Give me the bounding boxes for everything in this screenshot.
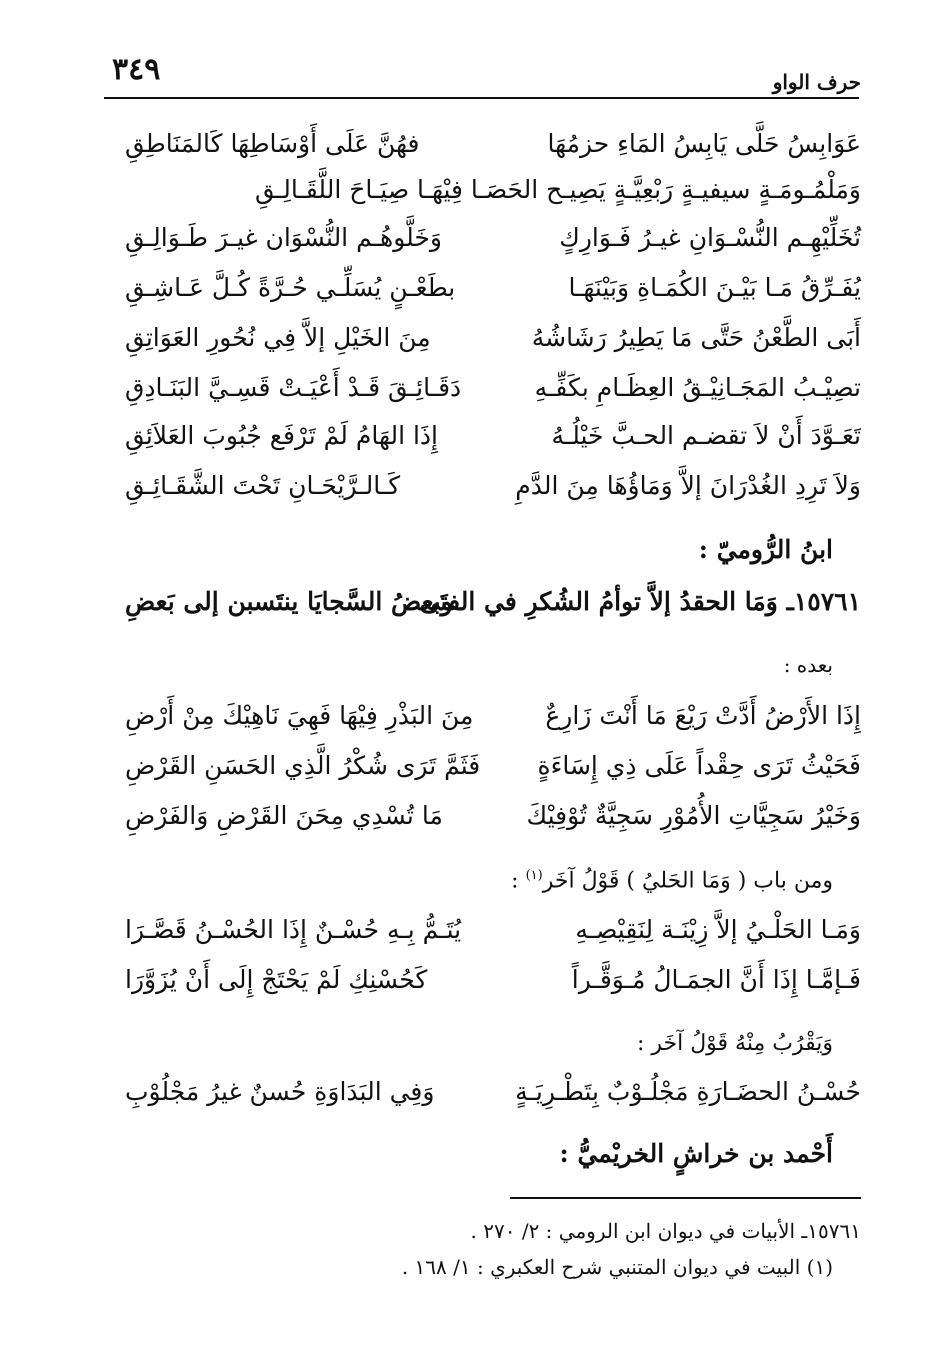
verse-second-hemistich: مَا تُسْدِي مِحَنَ القَرْضِ وَالفَرْضِ xyxy=(125,801,443,830)
verse-first-hemistich: فَـإمَّـا إِذَا أَنَّ الجمَـالُ مُـوَقَّـراً xyxy=(571,965,861,994)
verse-first-hemistich: يُفَـرِّقُ مَـا بَيْـنَ الكُمَـاةِ وَبَيْنَهَـا xyxy=(568,273,861,302)
footnote: (١) البيت في ديوان المتنبي شرح العكبري : ١/ ١٦٨ . xyxy=(401,1255,833,1279)
verse-second-hemistich: كَحُسْنِكِ لَمْ يَحْتَجْ إِلَى أَنْ يُزَوَّرَا xyxy=(125,965,428,994)
verse-line xyxy=(125,744,861,788)
verse-second-hemistich: فَثَمَّ تَرَى شُكْرُ الَّذِي الحَسَنِ القَرْضِ xyxy=(125,751,481,780)
footnote: ١٥٧٦١ـ الأبيات في ديوان ابن الرومي : ٢/ ٢٧٠ . xyxy=(470,1219,861,1243)
header-rule xyxy=(104,97,859,99)
section-intro-line xyxy=(511,856,833,901)
verse-line xyxy=(125,908,861,952)
verse-second-hemistich: يُتَـمُّ بِـهِ حُسْـنٌ إِذَا الحُسْـنُ قَصَّـرَا xyxy=(125,915,462,944)
verse-first-hemistich: ١٥٧٦١ـ وَمَا الحقدُ إلاَّ توأمُ الشُكرِ في الفتَى xyxy=(419,587,861,616)
page-number: ٣٤٩ xyxy=(112,52,161,87)
verse-line xyxy=(125,464,861,508)
verse-second-hemistich: مِنَ البَذْرِ فِيْهَا فَهِيَ نَاهِيْكَ مِنْ أَرْضِ xyxy=(125,701,474,730)
verse-second-hemistich: دَقَـائِـقَ قَـدْ أَعْيَـتْ قَسِـيَّ البَنَـادِقِ xyxy=(125,373,462,402)
verse-first-hemistich: تصِيْـبُ المَجَـانِيْـقُ العِظَـامِ بكَفِّـهِ xyxy=(534,373,861,402)
verse-first-hemistich: تُخَلِّيْهِـم النُّسْـوَانِ غيـرُ فَـوَارِكٍ xyxy=(559,223,861,252)
verse-line xyxy=(125,216,861,260)
verse-second-hemistich: وَخَلَّوهُـم النُّسْوَان غيـرَ طَـوَالِـقِ xyxy=(125,223,442,252)
verse-first-hemistich: حُسْـنُ الحضَـارَةِ مَجْلُـوْبٌ بِتَطْـرِيَـةٍ xyxy=(515,1077,861,1106)
verse-line xyxy=(125,958,861,1002)
verse-line xyxy=(125,316,861,360)
verse-line xyxy=(125,414,861,458)
verse-second-hemistich: وبعضُ السَّجايَا ينتَسبن إلى بَعضِ xyxy=(125,587,453,616)
verse-first-hemistich: فَحَيْثُ تَرَى حِقْداً عَلَى ذِي إِسَاءَةٍ xyxy=(537,751,861,780)
verse-line xyxy=(125,168,861,212)
running-head: حرف الواو xyxy=(772,70,861,94)
verse-first-hemistich: وَخَيْرُ سَجِيَّاتِ الأُمُوْرِ سَجِيَّةٌ تُوْفِيْكَ xyxy=(526,801,861,830)
verse-second-hemistich: مِنَ الخَيْلِ إلاَّ فِي نُحُورِ العَوَاتِقِ xyxy=(125,323,431,352)
verse-first-hemistich: وَمَلْمُـومَـةٍ سيفيـةٍ رَبْعِيَّـةٍ يَصِيـح الحَصَـا فِيْهَـا صِيَـاحَ اللَّقَـالِـقِ xyxy=(255,175,861,204)
verse-line xyxy=(125,122,861,166)
verse-first-hemistich: عَوَابِسُ حَلَّى يَابِسُ المَاءِ حزمُهَا xyxy=(547,129,861,158)
verse-line xyxy=(125,794,861,838)
numbered-verse-entry xyxy=(125,580,861,624)
verse-first-hemistich: إِذَا الأَرْضُ أَدَّتْ رَيْعَ مَا أَنْتَ زَارِعٌ xyxy=(545,701,861,730)
verse-first-hemistich: تَعَـوَّدَ أَنْ لاَ تقضـم الحـبَّ خَيْلُـهُ xyxy=(551,421,861,450)
bab-colon: : xyxy=(511,868,519,894)
verse-first-hemistich: أَبَى الطَّعْنُ حَتَّى مَا يَطِيرُ رَشَاشُهُ xyxy=(531,323,861,352)
footnote-marker: (١) xyxy=(525,868,543,883)
poet-heading: أَحْمد بن خراشٍ الخريْميُّ : xyxy=(559,1139,833,1168)
verse-line xyxy=(125,366,861,410)
verse-first-hemistich: وَلاَ تَرِدِ الغُدْرَانَ إلاَّ وَمَاؤُهَا مِنَ الدَّمِ xyxy=(515,471,861,500)
verse-second-hemistich: إِذَا الهَامُ لَمْ تَرْفَع جُبُوبَ العَلاَئِقِ xyxy=(125,421,439,450)
poet-heading: ابنُ الرُّوميّ : xyxy=(698,535,833,564)
verse-line xyxy=(125,1070,861,1114)
footnote-rule xyxy=(510,1197,861,1199)
verse-second-hemistich: فهُنَّ عَلَى أَوْسَاطِهَا كَالمَنَاطِقِ xyxy=(125,129,420,158)
section-intro-line: وَيَقْرُبُ مِنْهُ قَوْلُ آخَر : xyxy=(636,1031,833,1056)
verse-line xyxy=(125,694,861,738)
verse-second-hemistich: وَفِي البَدَاوَةِ حُسنٌ غيرُ مَجْلُوْبِ xyxy=(125,1077,435,1106)
verse-first-hemistich: وَمَـا الحَلْـيُ إلاَّ زِيْنَـة لِنَقِيْصِـهِ xyxy=(575,915,861,944)
verse-second-hemistich: كَـالـرَّيْحَـانِ تَحْتَ الشَّقَـائِـقِ xyxy=(125,471,401,500)
verse-second-hemistich: بطَعْـنٍ يُسَلِّـي حُـرَّةً كُـلَّ عَـاشِـقِ xyxy=(125,273,456,302)
bab-text: ومن باب ( وَمَا الحَليُ ) قَوْلُ آخَر xyxy=(542,868,833,894)
after-label: بعده : xyxy=(783,653,833,677)
verse-line xyxy=(125,266,861,310)
